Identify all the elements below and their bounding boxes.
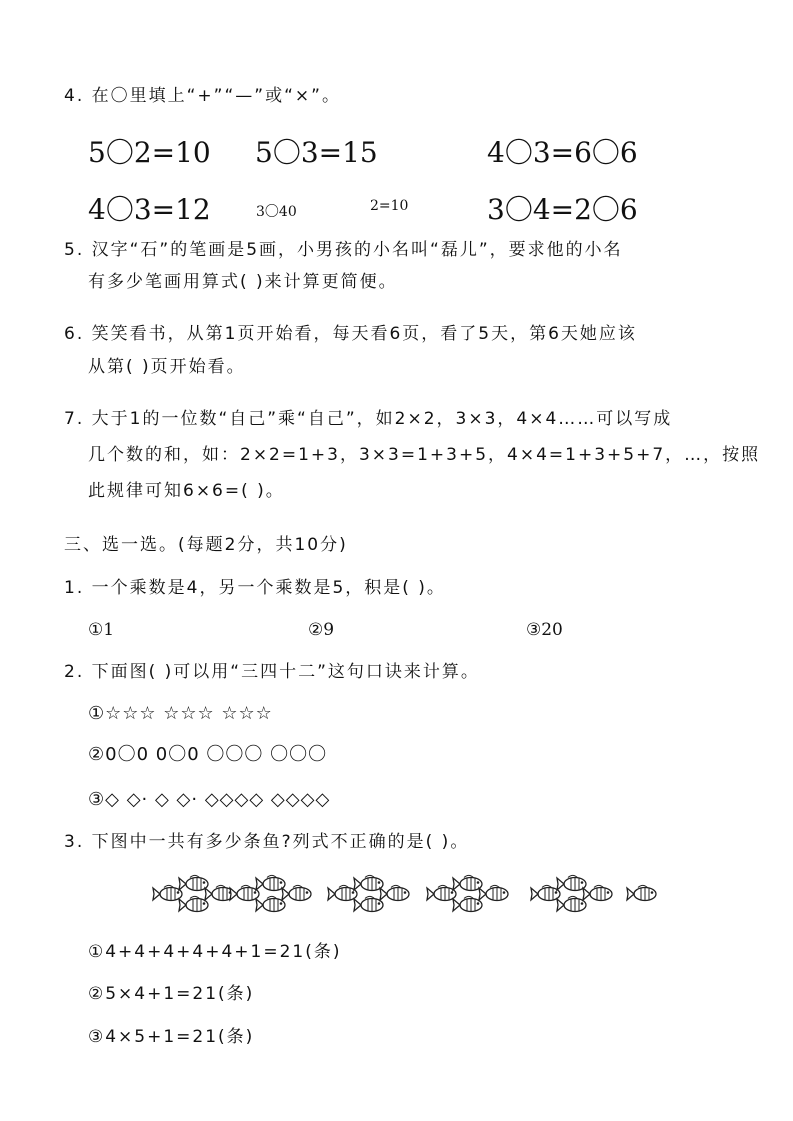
s3-q3-option-3[interactable]: ③4×5+1=21(条) <box>88 1027 255 1047</box>
q4-equation-1[interactable]: 5〇2=10 <box>88 136 211 169</box>
q7-line-1: 7. 大于1的一位数“自己”乘“自己”，如2×2，3×3，4×4……可以写成 <box>64 409 673 429</box>
q6-line-2: 从第( )页开始看。 <box>88 357 246 377</box>
q4-equation-2[interactable]: 5〇3=15 <box>255 136 378 169</box>
fish-icon <box>427 885 456 900</box>
s3-q1-option-2[interactable]: ②9 <box>308 620 335 640</box>
s3-q3-option-1[interactable]: ①4+4+4+4+4+1=21(条) <box>88 942 342 962</box>
fish-icon <box>256 875 285 890</box>
fish-icon <box>282 885 311 900</box>
s3-q2-option-2[interactable]: ②0〇0 0〇0 〇〇〇 〇〇〇 <box>88 744 328 765</box>
fish-icon <box>557 896 586 911</box>
q4-prompt: 4. 在〇里填上“+”“—”或“×”。 <box>64 86 341 106</box>
fish-icon <box>531 885 560 900</box>
q4-equation-5-part-a[interactable]: 3〇40 <box>256 204 297 220</box>
q5-line-2: 有多少笔画用算式( )来计算更简便。 <box>88 272 398 292</box>
s3-q2-option-3[interactable]: ③◇ ◇· ◇ ◇· ◇◇◇◇ ◇◇◇◇ <box>88 789 331 810</box>
fish-group <box>427 875 508 911</box>
fish-icon <box>230 885 259 900</box>
q4-equation-4[interactable]: 4〇3=12 <box>88 193 211 226</box>
s3-q2-option-1[interactable]: ①☆☆☆ ☆☆☆ ☆☆☆ <box>88 703 273 724</box>
q4-equation-3[interactable]: 4〇3=6〇6 <box>487 136 638 169</box>
s3-q1-option-3[interactable]: ③20 <box>526 620 563 640</box>
s3-q3-option-2[interactable]: ②5×4+1=21(条) <box>88 984 255 1004</box>
q4-equation-6[interactable]: 3〇4=2〇6 <box>487 193 638 226</box>
fish-icon <box>557 875 586 890</box>
fish-icon <box>354 875 383 890</box>
q7-line-2: 几个数的和，如：2×2=1+3，3×3=1+3+5，4×4=1+3+5+7，…，按照 <box>88 445 761 465</box>
q4-equation-5-part-b[interactable]: 2=10 <box>370 198 409 214</box>
fish-group <box>153 875 234 911</box>
fish-icon <box>256 896 285 911</box>
s3-q2-prompt: 2. 下面图( )可以用“三四十二”这句口诀来计算。 <box>64 662 480 682</box>
fish-icon <box>354 896 383 911</box>
fish-group <box>328 875 409 911</box>
fish-icon <box>179 875 208 890</box>
fish-icon <box>453 875 482 890</box>
q5-line-1: 5. 汉字“石”的笔画是5画，小男孩的小名叫“磊儿”，要求他的小名 <box>64 240 623 260</box>
q7-line-3: 此规律可知6×6=( )。 <box>88 481 285 501</box>
fish-icon <box>479 885 508 900</box>
fish-group <box>230 875 311 911</box>
fish-icon <box>380 885 409 900</box>
s3-q1-prompt: 1. 一个乘数是4，另一个乘数是5，积是( )。 <box>64 578 446 598</box>
fish-icon <box>153 885 182 900</box>
s3-q1-option-1[interactable]: ①1 <box>88 620 115 640</box>
fish-group <box>627 885 656 900</box>
fish-icon <box>328 885 357 900</box>
fish-icon <box>583 885 612 900</box>
fish-icon <box>179 896 208 911</box>
section-3-heading: 三、选一选。(每题2分，共10分) <box>64 535 348 555</box>
fish-icon <box>627 885 656 900</box>
fish-illustration <box>150 872 670 918</box>
s3-q3-prompt: 3. 下图中一共有多少条鱼?列式不正确的是( )。 <box>64 832 470 852</box>
fish-group <box>531 875 612 911</box>
fish-icon <box>453 896 482 911</box>
q6-line-1: 6. 笑笑看书，从第1页开始看，每天看6页，看了5天，第6天她应该 <box>64 324 637 344</box>
